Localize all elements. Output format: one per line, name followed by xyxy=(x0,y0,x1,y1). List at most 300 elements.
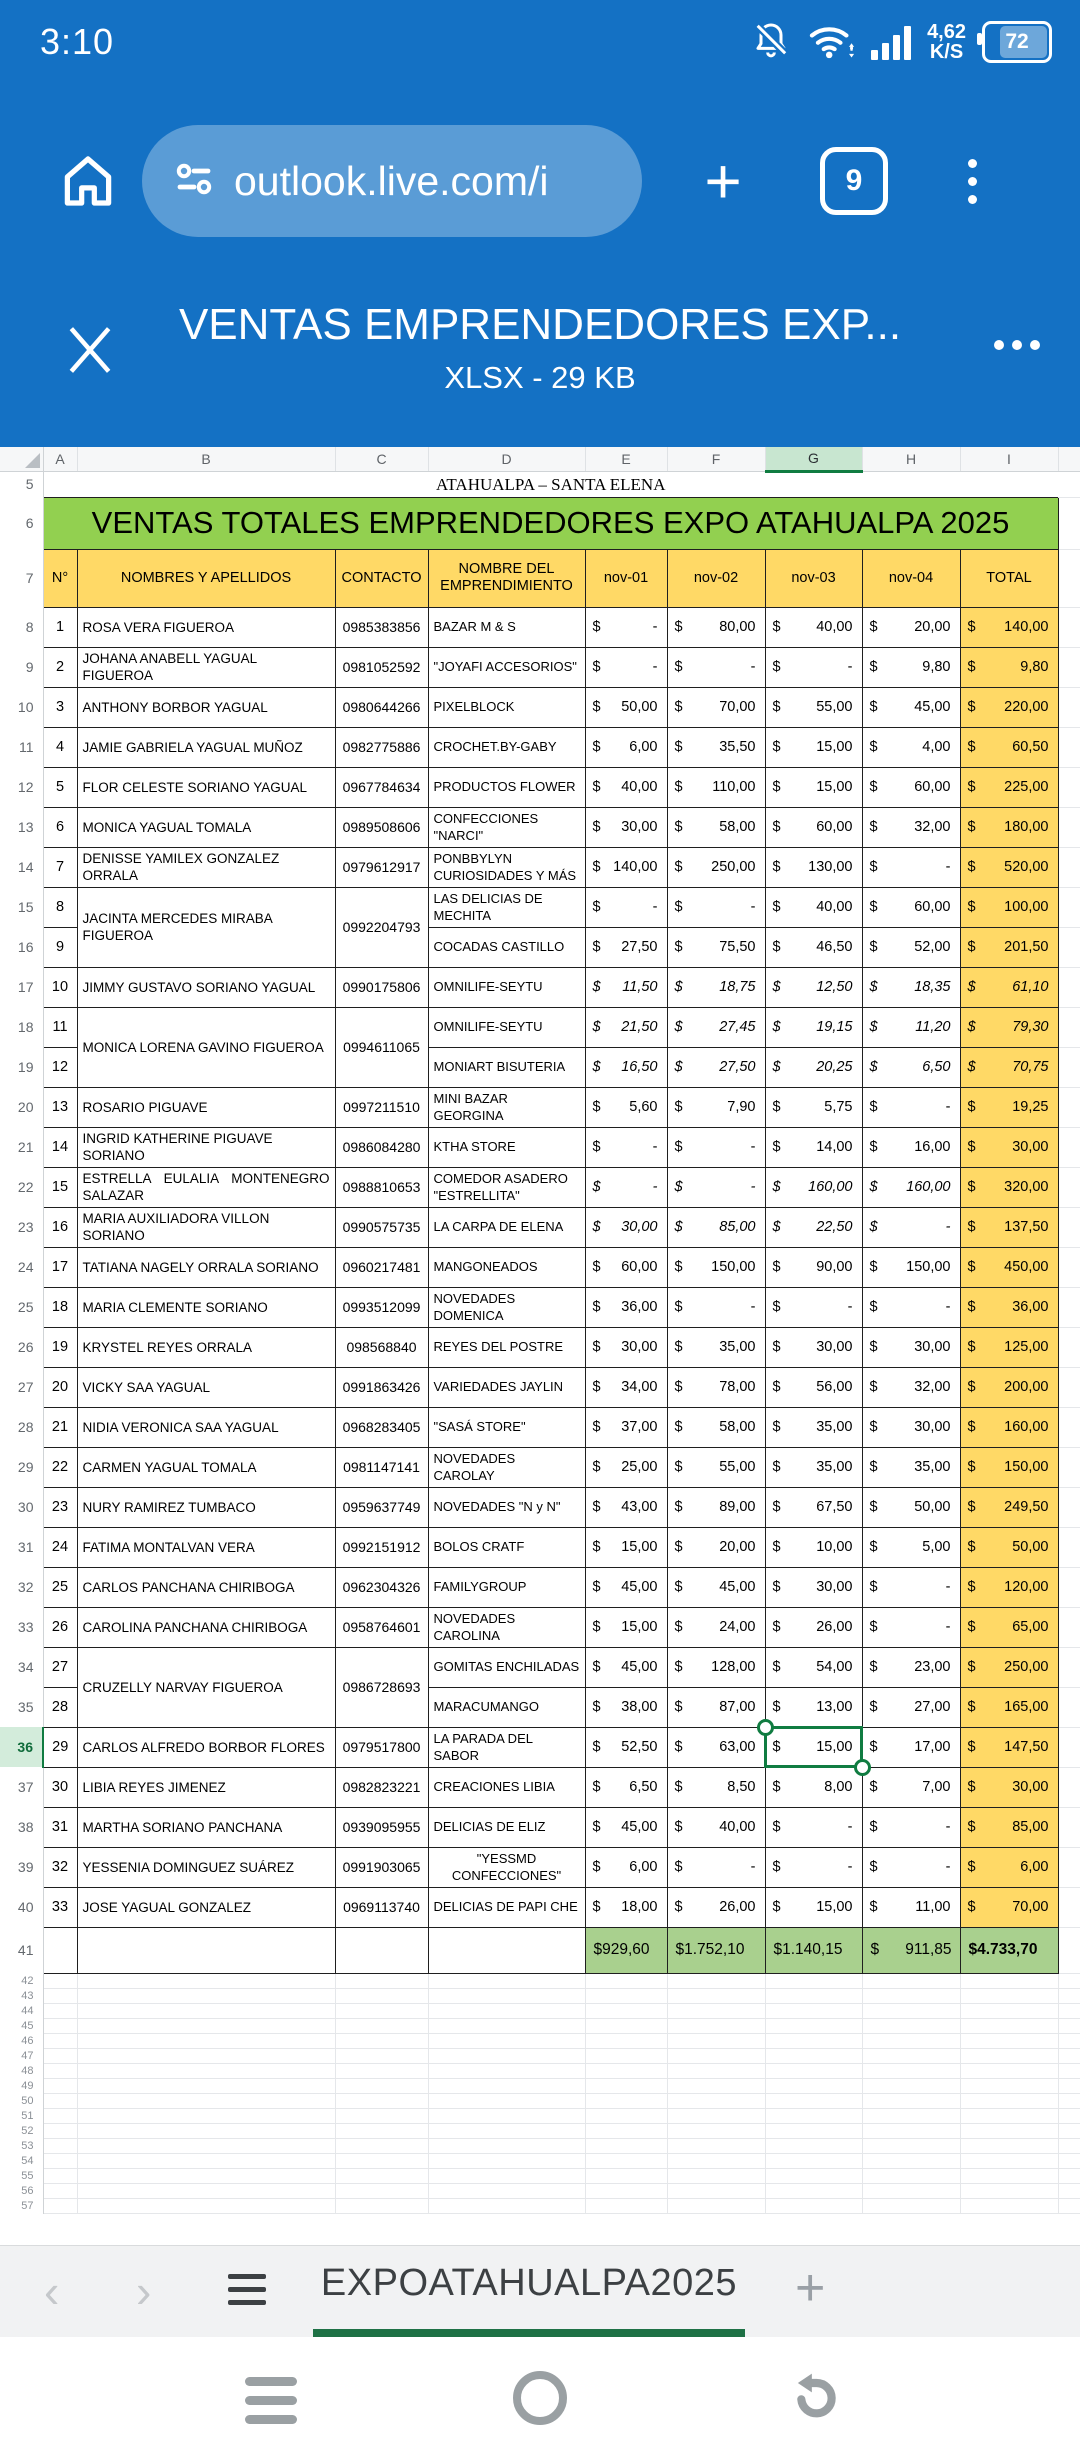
cell-G12[interactable] xyxy=(765,767,862,807)
empty-cell[interactable] xyxy=(1058,2108,1080,2123)
cell-contact-C39[interactable]: 0991903065 xyxy=(335,1847,428,1887)
cell-G18[interactable] xyxy=(765,1007,862,1047)
cell-business-D15[interactable]: LAS DELICIAS DE MECHITA xyxy=(428,887,585,927)
cell-H28[interactable] xyxy=(862,1407,960,1447)
column-header-B[interactable]: B xyxy=(77,447,335,471)
empty-cell[interactable] xyxy=(428,2108,585,2123)
empty-cell[interactable] xyxy=(960,2123,1058,2138)
cell-total-I29[interactable] xyxy=(960,1447,1058,1487)
cell-number-A8[interactable]: 1 xyxy=(43,607,77,647)
empty-cell[interactable] xyxy=(428,2003,585,2018)
total-nov02[interactable]: $1.752,10 xyxy=(667,1927,765,1973)
empty-cell[interactable] xyxy=(585,2003,667,2018)
cell-E32[interactable] xyxy=(585,1567,667,1607)
cell-number-A11[interactable]: 4 xyxy=(43,727,77,767)
cell-E17[interactable] xyxy=(585,967,667,1007)
empty-cell[interactable] xyxy=(77,2168,335,2183)
empty-cell[interactable] xyxy=(77,2003,335,2018)
empty-cell[interactable] xyxy=(960,2153,1058,2168)
cell-F11[interactable] xyxy=(667,727,765,767)
cell-F20[interactable] xyxy=(667,1087,765,1127)
row-header-56[interactable]: 56 xyxy=(0,2183,43,2198)
cell-number-A33[interactable]: 26 xyxy=(43,1607,77,1647)
cell-E28[interactable] xyxy=(585,1407,667,1447)
cell-number-A34[interactable]: 27 xyxy=(43,1647,77,1687)
empty-cell[interactable] xyxy=(428,2078,585,2093)
cell-G25[interactable] xyxy=(765,1287,862,1327)
cell-G23[interactable] xyxy=(765,1207,862,1247)
cell-contact-C23[interactable]: 0990575735 xyxy=(335,1207,428,1247)
cell-F32[interactable] xyxy=(667,1567,765,1607)
row-header-41[interactable]: 41 xyxy=(0,1927,43,1973)
cell-total-I24[interactable] xyxy=(960,1247,1058,1287)
empty-cell[interactable] xyxy=(43,2108,77,2123)
empty-cell[interactable] xyxy=(667,2153,765,2168)
row-header-32[interactable]: 32 xyxy=(0,1567,43,1607)
empty-cell[interactable] xyxy=(1058,1988,1080,2003)
cell-E23[interactable] xyxy=(585,1207,667,1247)
table-header-8[interactable]: TOTAL xyxy=(960,549,1058,607)
empty-cell[interactable] xyxy=(960,2183,1058,2198)
cell-contact-C29[interactable]: 0981147141 xyxy=(335,1447,428,1487)
cell-F13[interactable] xyxy=(667,807,765,847)
empty-cell[interactable] xyxy=(667,2183,765,2198)
cell-G35[interactable] xyxy=(765,1687,862,1727)
cell-number-A37[interactable]: 30 xyxy=(43,1767,77,1807)
cell-business-D29[interactable]: NOVEDADES CAROLAY xyxy=(428,1447,585,1487)
empty-cell[interactable] xyxy=(77,1988,335,2003)
empty-cell[interactable] xyxy=(1058,2018,1080,2033)
empty-cell[interactable] xyxy=(1058,1973,1080,1988)
empty-cell[interactable] xyxy=(667,2198,765,2213)
cell-business-D31[interactable]: BOLOS CRATF xyxy=(428,1527,585,1567)
empty-cell[interactable] xyxy=(77,2063,335,2078)
cell-total-I36[interactable] xyxy=(960,1727,1058,1767)
cell-F19[interactable] xyxy=(667,1047,765,1087)
empty-cell[interactable] xyxy=(585,2033,667,2048)
cell-F27[interactable] xyxy=(667,1367,765,1407)
cell-number-A16[interactable]: 9 xyxy=(43,927,77,967)
cell-H16[interactable] xyxy=(862,927,960,967)
cell-F14[interactable] xyxy=(667,847,765,887)
empty-cell[interactable] xyxy=(862,2003,960,2018)
cell-number-A19[interactable]: 12 xyxy=(43,1047,77,1087)
cell-business-D37[interactable]: CREACIONES LIBIA xyxy=(428,1767,585,1807)
cell-G31[interactable] xyxy=(765,1527,862,1567)
empty-cell[interactable] xyxy=(765,2003,862,2018)
row-header-45[interactable]: 45 xyxy=(0,2018,43,2033)
cell-G40[interactable] xyxy=(765,1887,862,1927)
cell-number-A38[interactable]: 31 xyxy=(43,1807,77,1847)
cell-H9[interactable] xyxy=(862,647,960,687)
row-header-28[interactable]: 28 xyxy=(0,1407,43,1447)
cell-H24[interactable] xyxy=(862,1247,960,1287)
row-header-25[interactable]: 25 xyxy=(0,1287,43,1327)
empty-cell[interactable] xyxy=(43,2018,77,2033)
empty-cell[interactable] xyxy=(765,2033,862,2048)
cell-name-B15[interactable]: JACINTA MERCEDES MIRABA FIGUEROA xyxy=(77,887,335,967)
empty-cell[interactable] xyxy=(428,2018,585,2033)
empty-cell[interactable] xyxy=(428,1988,585,2003)
cell-total-I21[interactable] xyxy=(960,1127,1058,1167)
prev-sheet-icon[interactable]: ‹ xyxy=(44,2265,60,2317)
empty-cell[interactable] xyxy=(960,2093,1058,2108)
empty-cell[interactable] xyxy=(43,2063,77,2078)
empty-cell[interactable] xyxy=(428,2198,585,2213)
cell-H25[interactable] xyxy=(862,1287,960,1327)
total-nov04[interactable] xyxy=(862,1927,960,1973)
empty-cell[interactable] xyxy=(77,2108,335,2123)
empty-cell[interactable] xyxy=(43,2153,77,2168)
cell-F37[interactable] xyxy=(667,1767,765,1807)
cell-F24[interactable] xyxy=(667,1247,765,1287)
empty-cell[interactable] xyxy=(765,2063,862,2078)
cell-number-A17[interactable]: 10 xyxy=(43,967,77,1007)
empty-cell[interactable] xyxy=(960,2018,1058,2033)
row-header-52[interactable]: 52 xyxy=(0,2123,43,2138)
row-header-12[interactable]: 12 xyxy=(0,767,43,807)
empty-cell[interactable] xyxy=(1058,2048,1080,2063)
empty-cell[interactable] xyxy=(765,2048,862,2063)
cell-contact-C32[interactable]: 0962304326 xyxy=(335,1567,428,1607)
empty-cell[interactable] xyxy=(1058,2198,1080,2213)
empty-cell[interactable] xyxy=(585,2108,667,2123)
empty-cell[interactable] xyxy=(77,2018,335,2033)
empty-cell[interactable] xyxy=(77,2198,335,2213)
empty-cell[interactable] xyxy=(335,2093,428,2108)
cell-business-D11[interactable]: CROCHET.BY-GABY xyxy=(428,727,585,767)
next-sheet-icon[interactable]: › xyxy=(136,2265,152,2317)
cell-name-B21[interactable]: INGRID KATHERINE PIGUAVE SORIANO xyxy=(77,1127,335,1167)
row-header-42[interactable]: 42 xyxy=(0,1973,43,1988)
cell-contact-C8[interactable]: 0985383856 xyxy=(335,607,428,647)
empty-cell[interactable] xyxy=(335,2198,428,2213)
row-header-7[interactable]: 7 xyxy=(0,549,43,607)
active-sheet-tab[interactable]: EXPOATAHUALPA2025 xyxy=(320,2262,738,2304)
total-nov01[interactable]: $929,60 xyxy=(585,1927,667,1973)
empty-cell[interactable] xyxy=(1058,2063,1080,2078)
empty-cell[interactable] xyxy=(765,2018,862,2033)
cell-contact-C20[interactable]: 0997211510 xyxy=(335,1087,428,1127)
cell-H38[interactable] xyxy=(862,1807,960,1847)
cell-business-D27[interactable]: VARIEDADES JAYLIN xyxy=(428,1367,585,1407)
cell-business-D38[interactable]: DELICIAS DE ELIZ xyxy=(428,1807,585,1847)
empty-cell[interactable] xyxy=(77,2123,335,2138)
empty-cell[interactable] xyxy=(667,2078,765,2093)
cell-number-A28[interactable]: 21 xyxy=(43,1407,77,1447)
cell-total-I25[interactable] xyxy=(960,1287,1058,1327)
cell-total-I11[interactable] xyxy=(960,727,1058,767)
cell-total-I22[interactable] xyxy=(960,1167,1058,1207)
cell-total-I39[interactable] xyxy=(960,1847,1058,1887)
cell-total-I10[interactable] xyxy=(960,687,1058,727)
empty-cell[interactable] xyxy=(428,2093,585,2108)
cell-F17[interactable] xyxy=(667,967,765,1007)
empty-cell[interactable] xyxy=(862,1973,960,1988)
cell-name-B18[interactable]: MONICA LORENA GAVINO FIGUEROA xyxy=(77,1007,335,1087)
column-header-I[interactable]: I xyxy=(960,447,1058,471)
empty-cell[interactable] xyxy=(667,2093,765,2108)
cell-H31[interactable] xyxy=(862,1527,960,1567)
cell-number-A32[interactable]: 25 xyxy=(43,1567,77,1607)
empty-cell[interactable] xyxy=(335,2048,428,2063)
cell-contact-C15[interactable]: 0992204793 xyxy=(335,887,428,967)
cell-contact-C34[interactable]: 0986728693 xyxy=(335,1647,428,1727)
spreadsheet-viewport[interactable] xyxy=(0,447,1080,2245)
row-header-34[interactable]: 34 xyxy=(0,1647,43,1687)
row-header-20[interactable]: 20 xyxy=(0,1087,43,1127)
empty-cell[interactable] xyxy=(862,2093,960,2108)
empty-cell[interactable] xyxy=(960,2063,1058,2078)
empty-cell[interactable] xyxy=(585,2153,667,2168)
empty-cell[interactable] xyxy=(765,1973,862,1988)
cell-business-D24[interactable]: MANGONEADOS xyxy=(428,1247,585,1287)
empty-cell[interactable] xyxy=(335,2003,428,2018)
empty-cell[interactable] xyxy=(585,2168,667,2183)
cell-name-B27[interactable]: VICKY SAA YAGUAL xyxy=(77,1367,335,1407)
empty-cell[interactable] xyxy=(77,2078,335,2093)
empty-cell[interactable] xyxy=(765,2168,862,2183)
empty-cell[interactable] xyxy=(862,2183,960,2198)
empty-cell[interactable] xyxy=(43,2123,77,2138)
empty-cell[interactable] xyxy=(77,2093,335,2108)
table-header-3[interactable]: NOMBRE DEL EMPRENDIMIENTO xyxy=(428,549,585,607)
row-header-47[interactable]: 47 xyxy=(0,2048,43,2063)
cell-name-B22[interactable]: ESTRELLA EULALIA MONTENEGRO SALAZAR xyxy=(77,1167,335,1207)
cell-contact-C21[interactable]: 0986084280 xyxy=(335,1127,428,1167)
cell-total-I35[interactable] xyxy=(960,1687,1058,1727)
cell-total-I38[interactable] xyxy=(960,1807,1058,1847)
empty-cell[interactable] xyxy=(765,2093,862,2108)
cell-name-B37[interactable]: LIBIA REYES JIMENEZ xyxy=(77,1767,335,1807)
row-header-29[interactable]: 29 xyxy=(0,1447,43,1487)
home-icon[interactable] xyxy=(52,145,124,217)
cell-total-I37[interactable] xyxy=(960,1767,1058,1807)
cell-G21[interactable] xyxy=(765,1127,862,1167)
cell-G20[interactable] xyxy=(765,1087,862,1127)
cell-total-I23[interactable] xyxy=(960,1207,1058,1247)
empty-cell[interactable] xyxy=(43,2033,77,2048)
cell-H36[interactable] xyxy=(862,1727,960,1767)
empty-cell[interactable] xyxy=(335,2108,428,2123)
empty-cell[interactable] xyxy=(43,2093,77,2108)
cell-number-A12[interactable]: 5 xyxy=(43,767,77,807)
cell-number-A20[interactable]: 13 xyxy=(43,1087,77,1127)
empty-cell[interactable] xyxy=(960,2078,1058,2093)
empty-cell[interactable] xyxy=(765,2183,862,2198)
empty-cell[interactable] xyxy=(428,2123,585,2138)
cell-H10[interactable] xyxy=(862,687,960,727)
empty-cell[interactable] xyxy=(585,2018,667,2033)
empty-cell[interactable] xyxy=(428,2048,585,2063)
table-header-4[interactable]: nov-01 xyxy=(585,549,667,607)
cell-contact-C14[interactable]: 0979612917 xyxy=(335,847,428,887)
cell-E9[interactable] xyxy=(585,647,667,687)
cell-E35[interactable] xyxy=(585,1687,667,1727)
empty-cell[interactable] xyxy=(77,2048,335,2063)
row-header-50[interactable]: 50 xyxy=(0,2093,43,2108)
row-header-36[interactable]: 36 xyxy=(0,1727,43,1767)
cell-E19[interactable] xyxy=(585,1047,667,1087)
empty-cell[interactable] xyxy=(77,2153,335,2168)
nav-back-icon[interactable] xyxy=(785,2369,841,2430)
cell-number-A10[interactable]: 3 xyxy=(43,687,77,727)
cell-total-I40[interactable] xyxy=(960,1887,1058,1927)
cell-H20[interactable] xyxy=(862,1087,960,1127)
cell-G13[interactable] xyxy=(765,807,862,847)
cell-G38[interactable] xyxy=(765,1807,862,1847)
cell-name-B30[interactable]: NURY RAMIREZ TUMBACO xyxy=(77,1487,335,1527)
cell-business-D16[interactable]: COCADAS CASTILLO xyxy=(428,927,585,967)
cell-F12[interactable] xyxy=(667,767,765,807)
cell-E25[interactable] xyxy=(585,1287,667,1327)
cell-E40[interactable] xyxy=(585,1887,667,1927)
table-header-7[interactable]: nov-04 xyxy=(862,549,960,607)
empty-cell[interactable] xyxy=(765,2138,862,2153)
cell-G8[interactable] xyxy=(765,607,862,647)
column-header-G[interactable]: G xyxy=(765,447,862,471)
cell-name-B13[interactable]: MONICA YAGUAL TOMALA xyxy=(77,807,335,847)
nav-home-icon[interactable] xyxy=(513,2371,567,2425)
empty-cell[interactable] xyxy=(585,1988,667,2003)
row-header-33[interactable]: 33 xyxy=(0,1607,43,1647)
empty-cell[interactable] xyxy=(862,2078,960,2093)
row-header-26[interactable]: 26 xyxy=(0,1327,43,1367)
empty-cell[interactable] xyxy=(960,1988,1058,2003)
row-header-27[interactable]: 27 xyxy=(0,1367,43,1407)
row-header-37[interactable]: 37 xyxy=(0,1767,43,1807)
empty-cell[interactable] xyxy=(862,2033,960,2048)
empty-cell[interactable] xyxy=(43,2168,77,2183)
cell-name-B10[interactable]: ANTHONY BORBOR YAGUAL xyxy=(77,687,335,727)
empty-cell[interactable] xyxy=(862,2138,960,2153)
row-header-14[interactable]: 14 xyxy=(0,847,43,887)
cell-E31[interactable] xyxy=(585,1527,667,1567)
empty-cell[interactable] xyxy=(667,2063,765,2078)
row-header-22[interactable]: 22 xyxy=(0,1167,43,1207)
cell-contact-C27[interactable]: 0991863426 xyxy=(335,1367,428,1407)
cell-F18[interactable] xyxy=(667,1007,765,1047)
cell-total-I12[interactable] xyxy=(960,767,1058,807)
row-header-54[interactable]: 54 xyxy=(0,2153,43,2168)
row-header-10[interactable]: 10 xyxy=(0,687,43,727)
cell-contact-C25[interactable]: 0993512099 xyxy=(335,1287,428,1327)
empty-cell[interactable] xyxy=(862,2198,960,2213)
cell-contact-C38[interactable]: 0939095955 xyxy=(335,1807,428,1847)
empty-cell[interactable] xyxy=(43,2138,77,2153)
cell-number-A40[interactable]: 33 xyxy=(43,1887,77,1927)
cell-H8[interactable] xyxy=(862,607,960,647)
row-header-15[interactable]: 15 xyxy=(0,887,43,927)
row-header-9[interactable]: 9 xyxy=(0,647,43,687)
row-header-39[interactable]: 39 xyxy=(0,1847,43,1887)
cell-F8[interactable] xyxy=(667,607,765,647)
cell-total-I13[interactable] xyxy=(960,807,1058,847)
cell-H29[interactable] xyxy=(862,1447,960,1487)
empty-cell[interactable] xyxy=(1058,2168,1080,2183)
cell-number-A22[interactable]: 15 xyxy=(43,1167,77,1207)
empty-cell[interactable] xyxy=(667,2168,765,2183)
empty-cell[interactable] xyxy=(1058,2153,1080,2168)
empty-cell[interactable] xyxy=(585,2198,667,2213)
cell-F23[interactable] xyxy=(667,1207,765,1247)
cell-H19[interactable] xyxy=(862,1047,960,1087)
cell-H22[interactable] xyxy=(862,1167,960,1207)
column-header-C[interactable]: C xyxy=(335,447,428,471)
row-header-23[interactable]: 23 xyxy=(0,1207,43,1247)
cell-H17[interactable] xyxy=(862,967,960,1007)
empty-cell[interactable] xyxy=(960,2198,1058,2213)
empty-cell[interactable] xyxy=(765,2123,862,2138)
cell-E30[interactable] xyxy=(585,1487,667,1527)
add-tab-icon[interactable]: + xyxy=(704,145,742,217)
empty-cell[interactable] xyxy=(960,1973,1058,1988)
cell-contact-C26[interactable]: 098568840 xyxy=(335,1327,428,1367)
cell-F9[interactable] xyxy=(667,647,765,687)
cell-total-I34[interactable] xyxy=(960,1647,1058,1687)
cell-contact-C12[interactable]: 0967784634 xyxy=(335,767,428,807)
more-menu-icon[interactable] xyxy=(994,340,1040,350)
empty-cell[interactable] xyxy=(667,2138,765,2153)
cell-name-B17[interactable]: JIMMY GUSTAVO SORIANO YAGUAL xyxy=(77,967,335,1007)
empty-cell[interactable] xyxy=(667,2123,765,2138)
cell-blank-41[interactable] xyxy=(335,1927,428,1973)
cell-business-D36[interactable]: LA PARADA DEL SABOR xyxy=(428,1727,585,1767)
empty-cell[interactable] xyxy=(862,2018,960,2033)
cell-E22[interactable] xyxy=(585,1167,667,1207)
row-header-31[interactable]: 31 xyxy=(0,1527,43,1567)
empty-cell[interactable] xyxy=(77,2138,335,2153)
empty-cell[interactable] xyxy=(428,2063,585,2078)
cell-E33[interactable] xyxy=(585,1607,667,1647)
cell-E34[interactable] xyxy=(585,1647,667,1687)
row-header-6[interactable]: 6 xyxy=(0,497,43,549)
cell-total-I17[interactable] xyxy=(960,967,1058,1007)
cell-G37[interactable] xyxy=(765,1767,862,1807)
cell-total-I9[interactable] xyxy=(960,647,1058,687)
cell-blank-41[interactable] xyxy=(43,1927,77,1973)
cell-G34[interactable] xyxy=(765,1647,862,1687)
row-header-5[interactable]: 5 xyxy=(0,471,43,497)
row-header-57[interactable]: 57 xyxy=(0,2198,43,2213)
cell-total-I31[interactable] xyxy=(960,1527,1058,1567)
empty-cell[interactable] xyxy=(667,2048,765,2063)
table-header-5[interactable]: nov-02 xyxy=(667,549,765,607)
cell-name-B33[interactable]: CAROLINA PANCHANA CHIRIBOGA xyxy=(77,1607,335,1647)
empty-cell[interactable] xyxy=(1058,2003,1080,2018)
empty-cell[interactable] xyxy=(585,2078,667,2093)
row-header-40[interactable]: 40 xyxy=(0,1887,43,1927)
cell-business-D20[interactable]: MINI BAZAR GEORGINA xyxy=(428,1087,585,1127)
empty-cell[interactable] xyxy=(960,2168,1058,2183)
empty-cell[interactable] xyxy=(1058,2093,1080,2108)
empty-cell[interactable] xyxy=(77,2033,335,2048)
total-nov03[interactable]: $1.140,15 xyxy=(765,1927,862,1973)
row-header-13[interactable]: 13 xyxy=(0,807,43,847)
cell-H13[interactable] xyxy=(862,807,960,847)
column-header-E[interactable]: E xyxy=(585,447,667,471)
cell-name-B38[interactable]: MARTHA SORIANO PANCHANA xyxy=(77,1807,335,1847)
grand-total[interactable]: $4.733,70 xyxy=(960,1927,1058,1973)
empty-cell[interactable] xyxy=(585,2138,667,2153)
empty-cell[interactable] xyxy=(765,2153,862,2168)
empty-cell[interactable] xyxy=(765,1988,862,2003)
cell-H21[interactable] xyxy=(862,1127,960,1167)
cell-number-A18[interactable]: 11 xyxy=(43,1007,77,1047)
empty-cell[interactable] xyxy=(585,2123,667,2138)
empty-cell[interactable] xyxy=(585,2063,667,2078)
cell-F33[interactable] xyxy=(667,1607,765,1647)
